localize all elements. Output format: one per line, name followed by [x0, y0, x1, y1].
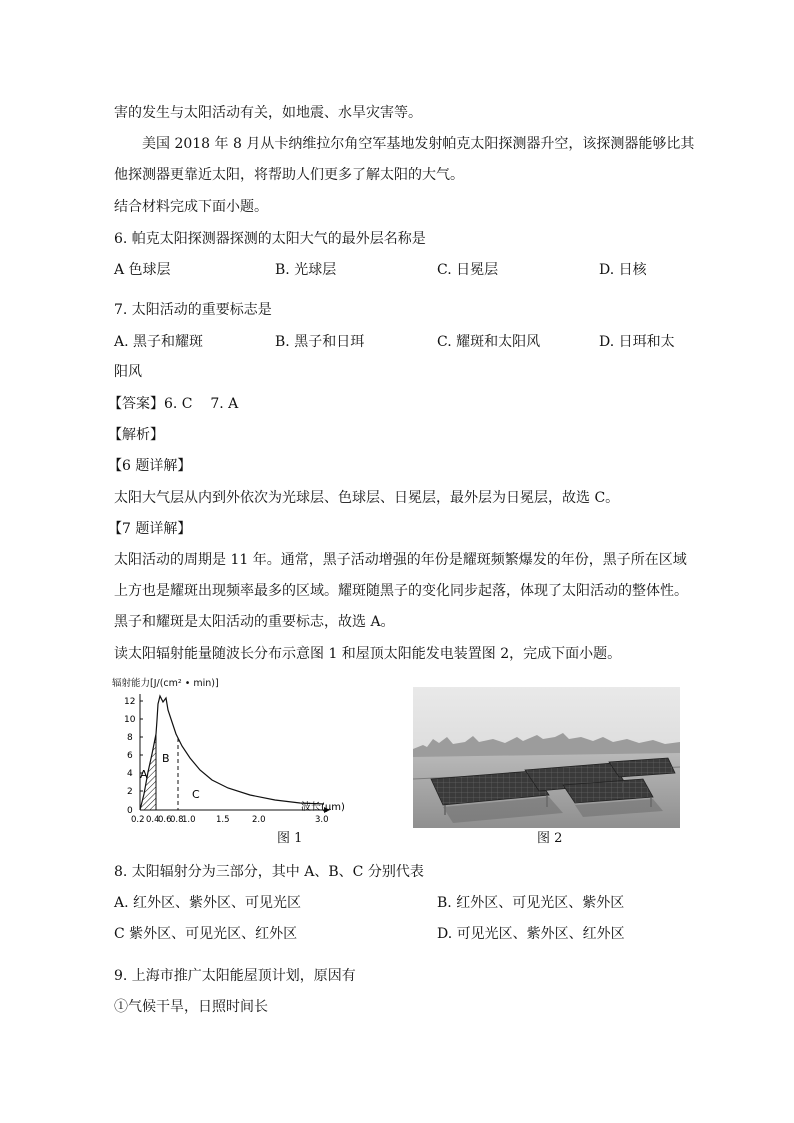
x-tick: 0.8	[170, 815, 184, 824]
figure-1-xlabel: 波长(μm)	[301, 802, 345, 813]
figures-intro: 读太阳辐射能量随波长分布示意图 1 和屋顶太阳能发电装置图 2，完成下面小题。	[114, 646, 622, 662]
x-tick: 0.2	[131, 815, 145, 824]
x-tick: 0.4	[146, 815, 160, 824]
answer-text: 6. C 7. A	[164, 396, 239, 412]
y-tick: 8	[127, 733, 133, 743]
figure-1-caption: 图 1	[277, 831, 303, 846]
region-a-label: A	[140, 768, 148, 781]
x-tick: 0.6	[158, 815, 172, 824]
question-6-stem: 6. 帕克太阳探测器探测的太阳大气的最外层名称是	[114, 231, 426, 247]
x-tick: 1.5	[216, 815, 230, 824]
figure-1-spectrum	[110, 674, 350, 824]
q7-option-c: C. 耀斑和太阳风	[437, 334, 541, 350]
q6-detail-heading: 【6 题详解】	[108, 458, 192, 474]
figure-1-ylabel: 辐射能力[J/(cm² • min)]	[112, 678, 219, 689]
answer-line	[108, 394, 238, 414]
y-tick: 10	[124, 715, 136, 725]
paragraph-parker-probe: 美国 2018 年 8 月从卡纳维拉尔角空军基地发射帕克太阳探测器升空，该探测器能够比其	[142, 136, 695, 152]
q7-option-d-wrap: 阳风	[114, 364, 142, 380]
y-tick: 6	[127, 751, 133, 761]
instruction-text: 结合材料完成下面小题。	[114, 199, 268, 215]
q6-option-c: C. 日冕层	[437, 262, 499, 278]
q9-statement-1: ①气候干旱，日照时间长	[114, 999, 268, 1015]
q7-detail-heading: 【7 题详解】	[108, 521, 192, 537]
x-tick: 2.0	[252, 815, 266, 824]
x-tick: 3.0	[315, 815, 329, 824]
q7-detail-text-1: 太阳活动的周期是 11 年。通常，黑子活动增强的年份是耀斑频繁爆发的年份，黑子所在区域	[114, 552, 687, 568]
paragraph-parker-probe-cont: 他探测器更靠近太阳，将帮助人们更多了解太阳的大气。	[114, 167, 464, 183]
region-c-label: C	[192, 788, 200, 801]
figure-2-rooftop-solar-photo	[413, 687, 680, 828]
y-tick: 4	[127, 769, 133, 779]
region-b-label: B	[162, 752, 170, 765]
figure-2-caption: 图 2	[537, 831, 563, 846]
q8-option-c: C 紫外区、可见光区、红外区	[114, 926, 298, 942]
q7-option-d: D. 日珥和太	[599, 334, 675, 350]
question-9-stem: 9. 上海市推广太阳能屋顶计划，原因有	[114, 968, 356, 984]
answer-label: 【答案】	[108, 396, 164, 412]
q7-detail-text-2: 上方也是耀斑出现频率最多的区域。耀斑随黑子的变化同步起落，体现了太阳活动的整体性。	[114, 583, 688, 599]
y-tick: 2	[127, 787, 133, 797]
analysis-label: 【解析】	[108, 427, 164, 443]
question-7-stem: 7. 太阳活动的重要标志是	[114, 302, 272, 318]
question-8-stem: 8. 太阳辐射分为三部分，其中 A、B、C 分别代表	[114, 864, 424, 880]
q7-option-b: B. 黑子和日珥	[275, 334, 365, 350]
q6-option-a: A 色球层	[114, 262, 171, 278]
q8-option-d: D. 可见光区、紫外区、红外区	[437, 926, 625, 942]
x-tick: 1.0	[182, 815, 196, 824]
q8-option-a: A. 红外区、紫外区、可见光区	[114, 895, 302, 911]
q7-detail-text-3: 黑子和耀斑是太阳活动的重要标志，故选 A。	[114, 614, 395, 630]
q6-option-d: D. 日核	[599, 262, 647, 278]
q6-option-b: B. 光球层	[275, 262, 337, 278]
q8-option-b: B. 红外区、可见光区、紫外区	[437, 895, 625, 911]
q6-detail-text: 太阳大气层从内到外依次为光球层、色球层、日冕层，最外层为日冕层，故选 C。	[114, 490, 620, 506]
q7-option-a: A. 黑子和耀斑	[114, 334, 204, 350]
paragraph-continuation: 害的发生与太阳活动有关，如地震、水旱灾害等。	[114, 105, 422, 121]
y-tick: 12	[124, 697, 136, 707]
y-tick: 0	[127, 806, 133, 816]
